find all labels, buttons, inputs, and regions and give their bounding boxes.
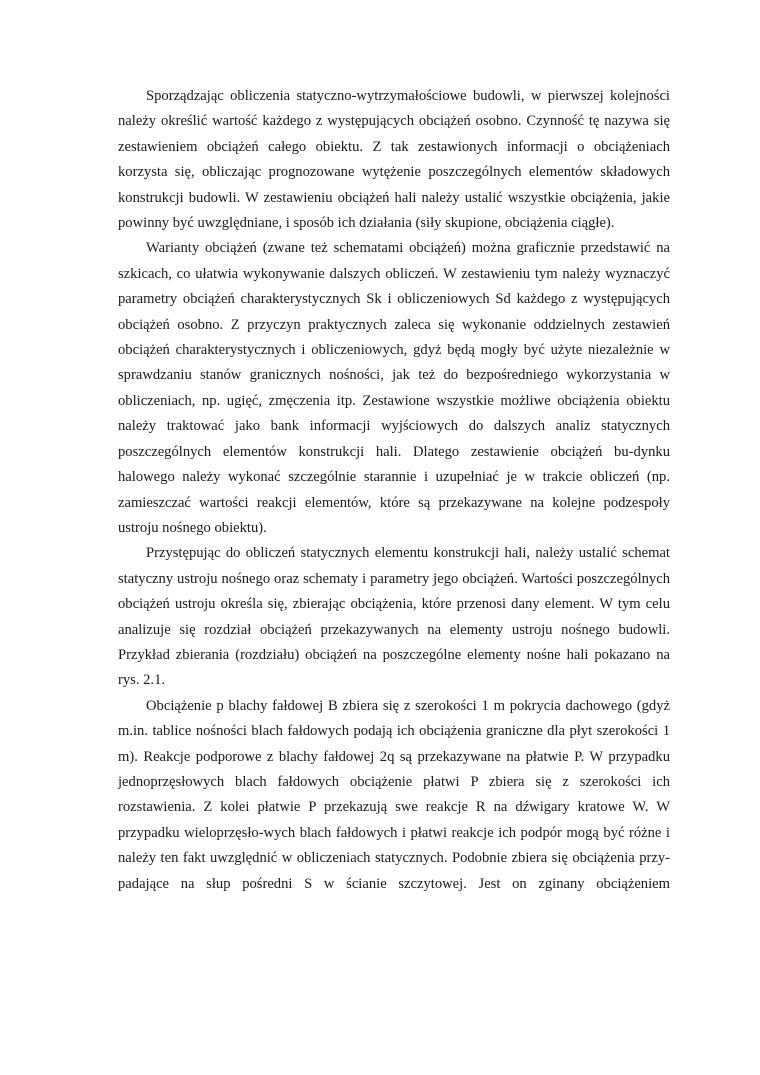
document-page xyxy=(118,84,670,897)
paragraph-load-summary: Sporządzając obliczenia statyczno-wytrzymałościowe budowli, w pierwszej kolejności należy określić wartość każdego z występujących obciążeń osobno. Czynność tę nazywa się zestawieniem obciążeń całego obiektu. Z tak zestawionych informacji o obciążeniach korzysta się, obliczając prognozowane wytężenie poszczególnych elementów składowych konstrukcji budowli. W zestawieniu obciążeń hali należy ustalić wszystkie obciążenia, jakie powinny być uwzględniane, i sposób ich działania (siły skupione, obciążenia ciągłe). xyxy=(118,88,670,232)
paragraph-load-distribution: Obciążenie p blachy fałdowej B zbiera się z szerokości 1 m pokrycia dachowego (gdyż m.in. tablice nośności blach fałdowych podają ich obciążenia graniczne dla płyt szerokości 1 m). Reakcje podporowe z blachy fałdowej 2q są przekazywane na płatwie P. W przypadku jednoprzęsłowych blach fałdowych obciążenie płatwi P zbiera się z szerokości ich rozstawienia. Z kolei płatwie P przekazują swe reakcje R na dźwigary kratowe W. W przypadku wieloprzęsło-wych blach fałdowych i płatwi reakcje ich podpór mogą być różne i należy ten fakt uwzględnić w obliczeniach statycznych. Podobnie zbiera się obciążenia przy-padające na słup pośredni S w ścianie szczytowej. Jest on zginany obciążeniem xyxy=(118,697,670,892)
paragraph-static-scheme: Przystępując do obliczeń statycznych elementu konstrukcji hali, należy ustalić schemat statyczny ustroju nośnego oraz schematy i parametry jego obciążeń. Wartości poszczególnych obciążeń ustroju określa się, zbierając obciążenia, które przenosi dany element. W tym celu analizuje się rozdział obciążeń przekazywanych na elementy ustroju nośnego budowli. Przykład zbierania (rozdziału) obciążeń na poszczególne elementy nośne hali pokazano na rys. 2.1. xyxy=(118,545,670,689)
paragraph-load-variants: Warianty obciążeń (zwane też schematami obciążeń) można graficznie przedstawić na szkicach, co ułatwia wykonywanie dalszych obliczeń. W zestawieniu tym należy wyznaczyć parametry obciążeń charakterystycznych Sk i obliczeniowych Sd każdego z występujących obciążeń osobno. Z przyczyn praktycznych zaleca się wykonanie oddzielnych zestawień obciążeń charakterystycznych i obliczeniowych, gdyż będą mogły być użyte niezależnie w sprawdzaniu stanów granicznych nośności, jak też do bezpośredniego wykorzystania w obliczeniach, np. ugięć, zmęczenia itp. Zestawione wszystkie możliwe obciążenia obiektu należy traktować jako bank informacji wyjściowych do dalszych analiz statycznych poszczególnych elementów konstrukcji hali. Dlatego zestawienie obciążeń bu-dynku halowego należy wykonać szczególnie starannie i uzupełniać je w trakcie obliczeń (np. zamieszczać wartości reakcji elementów, które są przekazywane na kolejne podzespoły ustroju nośnego obiektu). xyxy=(118,240,670,536)
